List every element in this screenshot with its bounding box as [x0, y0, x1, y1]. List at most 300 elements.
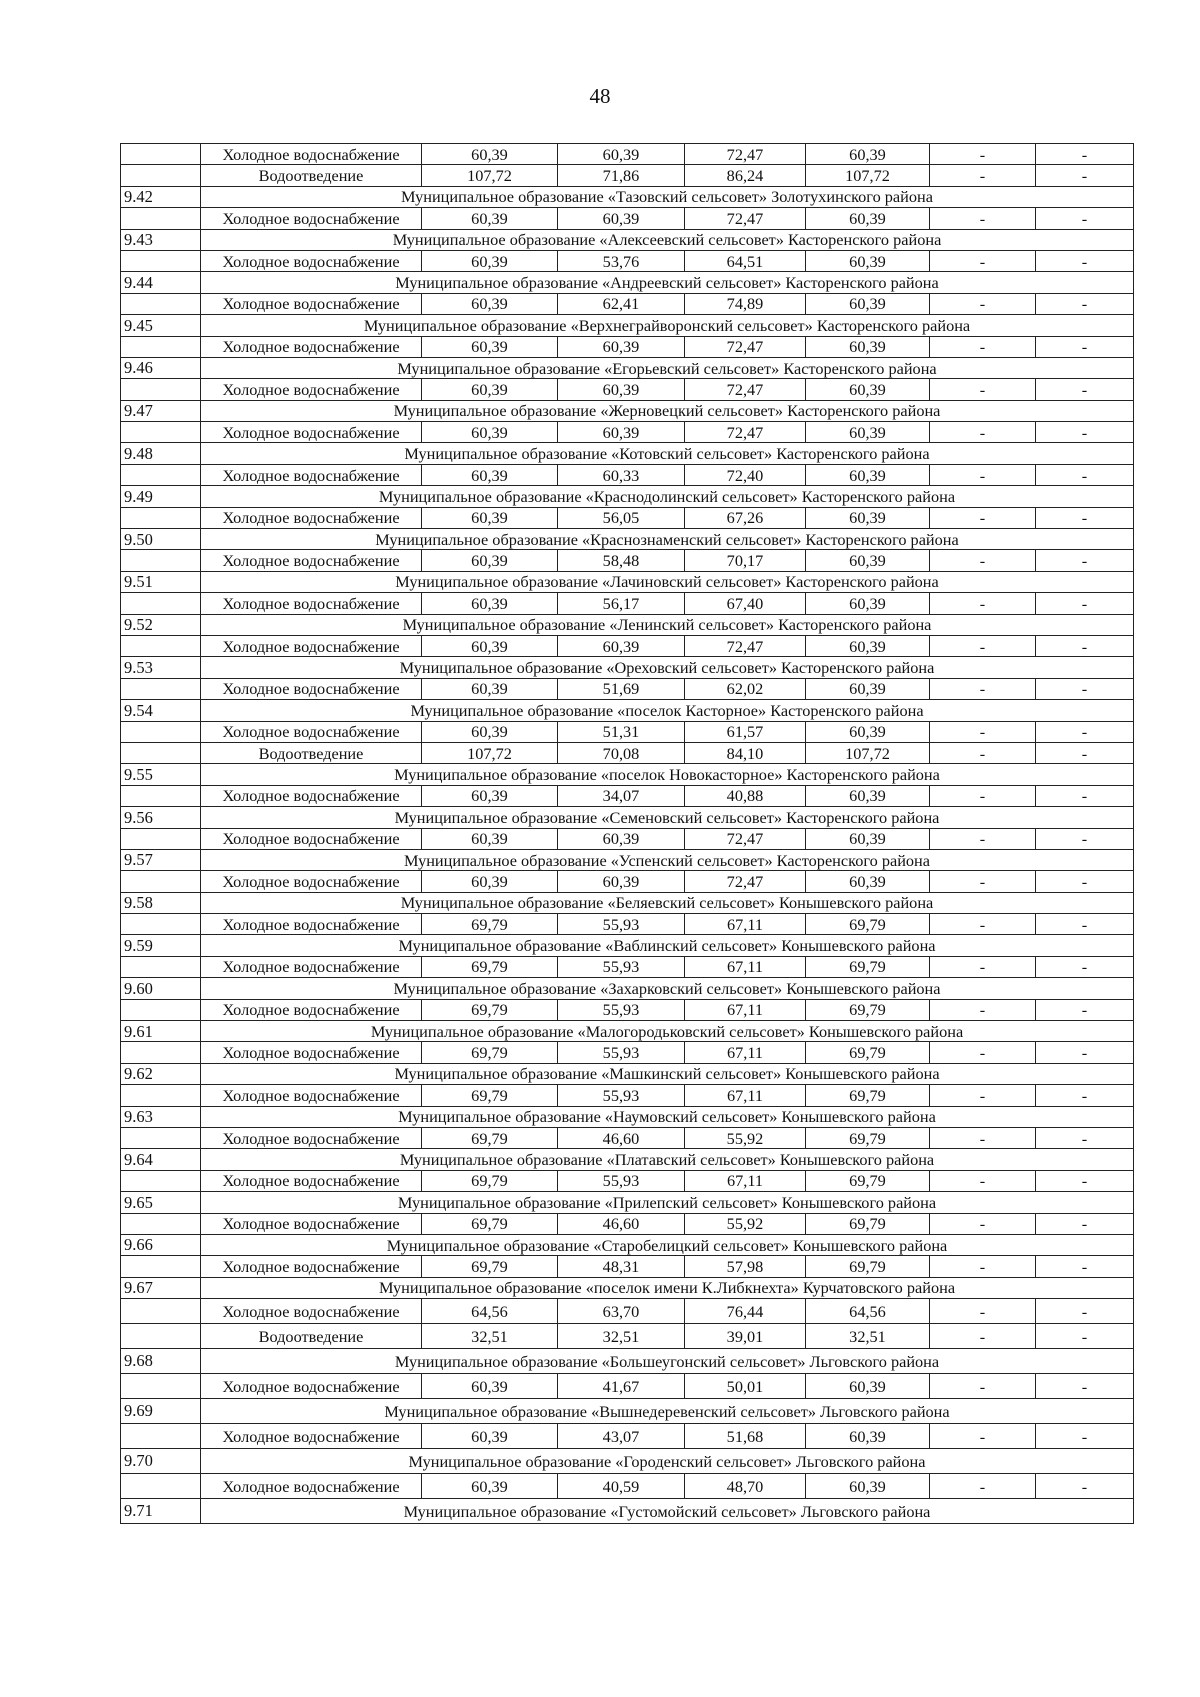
row-number: 9.42 — [121, 186, 201, 207]
tariff-value: - — [930, 593, 1036, 614]
tariff-value: 107,72 — [806, 165, 930, 186]
tariff-value: 43,07 — [558, 1424, 685, 1449]
service-name: Холодное водоснабжение — [201, 422, 422, 443]
municipality-row — [121, 1192, 1134, 1213]
municipality-title: Муниципальное образование «Успенский сельсовет» Касторенского района — [201, 849, 1134, 870]
tariff-value: - — [1036, 635, 1134, 656]
service-name: Холодное водоснабжение — [201, 464, 422, 485]
service-name: Холодное водоснабжение — [201, 871, 422, 892]
municipality-row — [121, 807, 1134, 828]
tariff-value: - — [1036, 144, 1134, 165]
row-number: 9.48 — [121, 443, 201, 464]
municipality-row — [121, 1234, 1134, 1255]
tariff-value: 60,39 — [806, 828, 930, 849]
tariff-value: 69,79 — [422, 956, 558, 977]
service-row — [121, 678, 1134, 699]
service-name: Холодное водоснабжение — [201, 999, 422, 1020]
row-number: 9.53 — [121, 657, 201, 678]
tariff-value: - — [1036, 1085, 1134, 1106]
row-number — [121, 1170, 201, 1191]
tariff-value: 107,72 — [422, 742, 558, 763]
tariff-value: 60,39 — [422, 250, 558, 271]
tariff-value: 64,56 — [422, 1299, 558, 1324]
municipality-row — [121, 935, 1134, 956]
municipality-title: Муниципальное образование «Жерновецкий сельсовет» Касторенского района — [201, 400, 1134, 421]
tariff-value: - — [1036, 1374, 1134, 1399]
tariff-value: - — [930, 956, 1036, 977]
tariff-value: 60,39 — [806, 464, 930, 485]
tariff-value: - — [1036, 507, 1134, 528]
row-number — [121, 1299, 201, 1324]
service-row — [121, 144, 1134, 165]
tariff-value: 40,88 — [685, 785, 806, 806]
row-number: 9.60 — [121, 978, 201, 999]
municipality-row — [121, 1349, 1134, 1374]
service-name: Водоотведение — [201, 165, 422, 186]
row-number: 9.46 — [121, 357, 201, 378]
row-number — [121, 871, 201, 892]
municipality-row — [121, 400, 1134, 421]
municipality-title: Муниципальное образование «Ленинский сельсовет» Касторенского района — [201, 614, 1134, 635]
tariff-value: - — [1036, 1299, 1134, 1324]
tariff-value: 60,39 — [558, 208, 685, 229]
tariff-value: 60,39 — [422, 208, 558, 229]
tariff-value: 60,39 — [558, 828, 685, 849]
row-number: 9.70 — [121, 1449, 201, 1474]
tariff-value: 60,39 — [422, 721, 558, 742]
municipality-title: Муниципальное образование «Семеновский сельсовет» Касторенского района — [201, 807, 1134, 828]
service-name: Холодное водоснабжение — [201, 1170, 422, 1191]
municipality-title: Муниципальное образование «Прилепский сельсовет» Конышевского района — [201, 1192, 1134, 1213]
service-row — [121, 956, 1134, 977]
municipality-title: Муниципальное образование «Большеугонский сельсовет» Льговского района — [201, 1349, 1134, 1374]
row-number: 9.52 — [121, 614, 201, 635]
service-name: Холодное водоснабжение — [201, 1474, 422, 1499]
tariff-value: 86,24 — [685, 165, 806, 186]
tariff-value: 60,39 — [422, 464, 558, 485]
tariff-value: 69,79 — [422, 1085, 558, 1106]
tariff-value: 69,79 — [806, 1127, 930, 1148]
tariff-value: 39,01 — [685, 1324, 806, 1349]
row-number: 9.64 — [121, 1149, 201, 1170]
municipality-title: Муниципальное образование «Захарковский сельсовет» Конышевского района — [201, 978, 1134, 999]
municipality-row — [121, 1149, 1134, 1170]
service-row — [121, 871, 1134, 892]
municipality-title: Муниципальное образование «Платавский сельсовет» Конышевского района — [201, 1149, 1134, 1170]
tariff-value: 74,89 — [685, 293, 806, 314]
tariff-value: 50,01 — [685, 1374, 806, 1399]
municipality-title: Муниципальное образование «Краснодолинский сельсовет» Касторенского района — [201, 486, 1134, 507]
tariff-value: - — [1036, 678, 1134, 699]
service-row — [121, 785, 1134, 806]
tariff-value: - — [1036, 464, 1134, 485]
municipality-title: Муниципальное образование «Беляевский сельсовет» Конышевского района — [201, 892, 1134, 913]
tariff-value: 107,72 — [422, 165, 558, 186]
tariff-value: 56,05 — [558, 507, 685, 528]
row-number — [121, 1085, 201, 1106]
tariff-value: - — [1036, 1213, 1134, 1234]
tariff-value: - — [930, 208, 1036, 229]
tariff-value: 76,44 — [685, 1299, 806, 1324]
tariff-value: 60,39 — [806, 785, 930, 806]
tariff-value: 60,39 — [558, 871, 685, 892]
tariff-value: 67,40 — [685, 593, 806, 614]
row-number: 9.68 — [121, 1349, 201, 1374]
tariff-value: 60,39 — [806, 871, 930, 892]
tariff-value: 60,39 — [806, 678, 930, 699]
tariff-value: 69,79 — [806, 1213, 930, 1234]
service-name: Холодное водоснабжение — [201, 1042, 422, 1063]
tariff-value: 72,47 — [685, 422, 806, 443]
service-row — [121, 914, 1134, 935]
service-row — [121, 293, 1134, 314]
tariff-value: - — [930, 1256, 1036, 1277]
service-row — [121, 1213, 1134, 1234]
tariff-value: - — [1036, 250, 1134, 271]
tariff-table — [120, 143, 1134, 1524]
municipality-row — [121, 892, 1134, 913]
tariff-value: 48,70 — [685, 1474, 806, 1499]
tariff-value: 60,39 — [806, 635, 930, 656]
tariff-value: - — [930, 144, 1036, 165]
service-row — [121, 1474, 1134, 1499]
tariff-value: 60,39 — [806, 507, 930, 528]
service-row — [121, 250, 1134, 271]
tariff-value: 72,47 — [685, 336, 806, 357]
tariff-value: 63,70 — [558, 1299, 685, 1324]
service-name: Холодное водоснабжение — [201, 956, 422, 977]
service-name: Холодное водоснабжение — [201, 1374, 422, 1399]
tariff-value: 72,47 — [685, 828, 806, 849]
tariff-value: 32,51 — [558, 1324, 685, 1349]
municipality-title: Муниципальное образование «Ореховский сельсовет» Касторенского района — [201, 657, 1134, 678]
tariff-value: 60,39 — [422, 379, 558, 400]
tariff-value: 72,47 — [685, 871, 806, 892]
municipality-title: Муниципальное образование «Городенский сельсовет» Льговского района — [201, 1449, 1134, 1474]
tariff-value: 84,10 — [685, 742, 806, 763]
municipality-row — [121, 529, 1134, 550]
municipality-title: Муниципальное образование «Андреевский сельсовет» Касторенского района — [201, 272, 1134, 293]
row-number — [121, 1256, 201, 1277]
row-number — [121, 742, 201, 763]
tariff-value: - — [930, 1424, 1036, 1449]
row-number — [121, 914, 201, 935]
tariff-value: 60,39 — [422, 144, 558, 165]
municipality-row — [121, 443, 1134, 464]
municipality-row — [121, 1399, 1134, 1424]
municipality-title: Муниципальное образование «Краснознаменский сельсовет» Касторенского района — [201, 529, 1134, 550]
tariff-value: 69,79 — [806, 956, 930, 977]
tariff-value: 60,39 — [806, 336, 930, 357]
row-number: 9.65 — [121, 1192, 201, 1213]
tariff-value: 69,79 — [806, 1256, 930, 1277]
tariff-value: 46,60 — [558, 1127, 685, 1148]
tariff-value: - — [1036, 593, 1134, 614]
service-name: Холодное водоснабжение — [201, 1256, 422, 1277]
service-name: Холодное водоснабжение — [201, 208, 422, 229]
row-number: 9.56 — [121, 807, 201, 828]
tariff-value: - — [1036, 1170, 1134, 1191]
row-number: 9.49 — [121, 486, 201, 507]
tariff-value: - — [930, 1085, 1036, 1106]
municipality-row — [121, 1277, 1134, 1298]
tariff-value: 32,51 — [806, 1324, 930, 1349]
service-name: Холодное водоснабжение — [201, 721, 422, 742]
tariff-value: - — [930, 785, 1036, 806]
tariff-value: - — [1036, 956, 1134, 977]
tariff-value: 64,51 — [685, 250, 806, 271]
row-number — [121, 1324, 201, 1349]
tariff-value: - — [1036, 1042, 1134, 1063]
tariff-value: 71,86 — [558, 165, 685, 186]
service-name: Холодное водоснабжение — [201, 507, 422, 528]
municipality-title: Муниципальное образование «поселок имени К.Либкнехта» Курчатовского района — [201, 1277, 1134, 1298]
tariff-value: 55,93 — [558, 956, 685, 977]
tariff-value: 67,11 — [685, 1042, 806, 1063]
municipality-title: Муниципальное образование «поселок Касторное» Касторенского района — [201, 700, 1134, 721]
row-number — [121, 422, 201, 443]
tariff-value: - — [1036, 165, 1134, 186]
tariff-value: 55,93 — [558, 1085, 685, 1106]
row-number — [121, 1127, 201, 1148]
service-name: Холодное водоснабжение — [201, 914, 422, 935]
row-number: 9.50 — [121, 529, 201, 550]
service-row — [121, 1170, 1134, 1191]
tariff-value: 51,31 — [558, 721, 685, 742]
service-name: Холодное водоснабжение — [201, 1424, 422, 1449]
row-number: 9.44 — [121, 272, 201, 293]
tariff-value: - — [1036, 1127, 1134, 1148]
tariff-value: 69,79 — [806, 1085, 930, 1106]
tariff-value: 41,67 — [558, 1374, 685, 1399]
service-row — [121, 593, 1134, 614]
tariff-value: 72,47 — [685, 208, 806, 229]
tariff-value: - — [1036, 871, 1134, 892]
municipality-row — [121, 1021, 1134, 1042]
tariff-value: 60,39 — [806, 1424, 930, 1449]
row-number: 9.61 — [121, 1021, 201, 1042]
tariff-value: - — [1036, 999, 1134, 1020]
tariff-value: 48,31 — [558, 1256, 685, 1277]
service-row — [121, 464, 1134, 485]
row-number — [121, 721, 201, 742]
service-name: Холодное водоснабжение — [201, 379, 422, 400]
row-number — [121, 208, 201, 229]
tariff-value: 69,79 — [806, 914, 930, 935]
service-row — [121, 828, 1134, 849]
municipality-title: Муниципальное образование «Густомойский сельсовет» Льговского района — [201, 1499, 1134, 1524]
tariff-value: - — [930, 464, 1036, 485]
municipality-row — [121, 315, 1134, 336]
service-name: Холодное водоснабжение — [201, 678, 422, 699]
service-row — [121, 336, 1134, 357]
tariff-value: - — [930, 422, 1036, 443]
row-number: 9.55 — [121, 764, 201, 785]
tariff-value: - — [1036, 742, 1134, 763]
tariff-value: 67,11 — [685, 956, 806, 977]
tariff-value: 67,11 — [685, 914, 806, 935]
tariff-value: 72,47 — [685, 635, 806, 656]
row-number — [121, 165, 201, 186]
tariff-value: 51,68 — [685, 1424, 806, 1449]
service-row — [121, 1424, 1134, 1449]
tariff-value: - — [930, 1374, 1036, 1399]
tariff-value: - — [930, 1324, 1036, 1349]
row-number — [121, 1474, 201, 1499]
tariff-value: 60,39 — [806, 144, 930, 165]
tariff-value: 55,92 — [685, 1213, 806, 1234]
tariff-value: 69,79 — [422, 914, 558, 935]
tariff-value: 51,69 — [558, 678, 685, 699]
tariff-value: 67,11 — [685, 1170, 806, 1191]
row-number: 9.43 — [121, 229, 201, 250]
row-number — [121, 293, 201, 314]
tariff-value: - — [1036, 336, 1134, 357]
tariff-value: - — [930, 635, 1036, 656]
service-row — [121, 422, 1134, 443]
tariff-value: 60,39 — [806, 379, 930, 400]
tariff-value: - — [930, 1170, 1036, 1191]
tariff-value: - — [930, 1127, 1036, 1148]
municipality-title: Муниципальное образование «Наумовский сельсовет» Конышевского района — [201, 1106, 1134, 1127]
tariff-value: 72,40 — [685, 464, 806, 485]
tariff-value: 55,92 — [685, 1127, 806, 1148]
service-name: Холодное водоснабжение — [201, 336, 422, 357]
service-name: Холодное водоснабжение — [201, 828, 422, 849]
tariff-value: 69,79 — [422, 999, 558, 1020]
municipality-row — [121, 978, 1134, 999]
service-name: Холодное водоснабжение — [201, 550, 422, 571]
row-number — [121, 593, 201, 614]
municipality-row — [121, 229, 1134, 250]
service-name: Холодное водоснабжение — [201, 1085, 422, 1106]
municipality-row — [121, 1106, 1134, 1127]
row-number — [121, 1374, 201, 1399]
row-number: 9.66 — [121, 1234, 201, 1255]
tariff-value: - — [1036, 1424, 1134, 1449]
municipality-row — [121, 700, 1134, 721]
tariff-value: 55,93 — [558, 999, 685, 1020]
tariff-value: 62,02 — [685, 678, 806, 699]
service-row — [121, 742, 1134, 763]
tariff-value: - — [1036, 1324, 1134, 1349]
row-number — [121, 1042, 201, 1063]
tariff-value: 69,79 — [422, 1256, 558, 1277]
row-number: 9.57 — [121, 849, 201, 870]
service-row — [121, 1324, 1134, 1349]
tariff-value: 60,39 — [806, 293, 930, 314]
tariff-value: - — [930, 1042, 1036, 1063]
service-row — [121, 379, 1134, 400]
municipality-title: Муниципальное образование «Старобелицкий сельсовет» Конышевского района — [201, 1234, 1134, 1255]
tariff-value: - — [930, 721, 1036, 742]
row-number: 9.67 — [121, 1277, 201, 1298]
service-row — [121, 1299, 1134, 1324]
row-number: 9.63 — [121, 1106, 201, 1127]
row-number — [121, 507, 201, 528]
tariff-value: 69,79 — [422, 1170, 558, 1191]
municipality-title: Муниципальное образование «Тазовский сельсовет» Золотухинского района — [201, 186, 1134, 207]
municipality-row — [121, 614, 1134, 635]
row-number — [121, 379, 201, 400]
tariff-value: - — [930, 1474, 1036, 1499]
row-number — [121, 956, 201, 977]
tariff-value: 69,79 — [806, 1170, 930, 1191]
row-number — [121, 464, 201, 485]
tariff-value: 60,39 — [422, 593, 558, 614]
tariff-value: - — [930, 507, 1036, 528]
municipality-title: Муниципальное образование «Котовский сельсовет» Касторенского района — [201, 443, 1134, 464]
row-number — [121, 144, 201, 165]
tariff-value: - — [930, 678, 1036, 699]
service-row — [121, 550, 1134, 571]
row-number: 9.71 — [121, 1499, 201, 1524]
tariff-value: - — [930, 550, 1036, 571]
tariff-value: - — [930, 914, 1036, 935]
row-number: 9.47 — [121, 400, 201, 421]
municipality-title: Муниципальное образование «Верхнеграйворонский сельсовет» Касторенского района — [201, 315, 1134, 336]
row-number: 9.69 — [121, 1399, 201, 1424]
tariff-value: 60,39 — [806, 593, 930, 614]
service-row — [121, 999, 1134, 1020]
tariff-value: - — [930, 293, 1036, 314]
row-number: 9.51 — [121, 571, 201, 592]
tariff-value: - — [1036, 785, 1134, 806]
tariff-value: - — [930, 379, 1036, 400]
row-number — [121, 999, 201, 1020]
service-name: Водоотведение — [201, 1324, 422, 1349]
tariff-value: 60,39 — [806, 1474, 930, 1499]
tariff-value: 69,79 — [422, 1042, 558, 1063]
tariff-value: 32,51 — [422, 1324, 558, 1349]
tariff-value: - — [930, 871, 1036, 892]
municipality-row — [121, 1449, 1134, 1474]
tariff-value: - — [930, 336, 1036, 357]
service-name: Холодное водоснабжение — [201, 1213, 422, 1234]
service-row — [121, 721, 1134, 742]
service-row — [121, 1085, 1134, 1106]
tariff-value: 60,39 — [558, 336, 685, 357]
tariff-value: 72,47 — [685, 144, 806, 165]
tariff-value: 60,39 — [806, 1374, 930, 1399]
tariff-value: 60,39 — [558, 635, 685, 656]
service-row — [121, 208, 1134, 229]
row-number — [121, 635, 201, 656]
tariff-value: - — [1036, 422, 1134, 443]
tariff-value: 46,60 — [558, 1213, 685, 1234]
tariff-value: 60,39 — [422, 507, 558, 528]
municipality-title: Муниципальное образование «Егорьевский сельсовет» Касторенского района — [201, 357, 1134, 378]
tariff-value: 70,08 — [558, 742, 685, 763]
municipality-title: Муниципальное образование «Алексеевский сельсовет» Касторенского района — [201, 229, 1134, 250]
service-name: Холодное водоснабжение — [201, 1127, 422, 1148]
tariff-value: 57,98 — [685, 1256, 806, 1277]
tariff-value: 60,39 — [422, 422, 558, 443]
municipality-row — [121, 272, 1134, 293]
tariff-value: 61,57 — [685, 721, 806, 742]
tariff-value: 60,39 — [806, 422, 930, 443]
service-row — [121, 165, 1134, 186]
row-number: 9.59 — [121, 935, 201, 956]
row-number — [121, 1424, 201, 1449]
table-body — [121, 144, 1134, 1524]
service-name: Холодное водоснабжение — [201, 593, 422, 614]
municipality-title: Муниципальное образование «Вышнедеревенский сельсовет» Льговского района — [201, 1399, 1134, 1424]
tariff-value: 60,33 — [558, 464, 685, 485]
tariff-value: - — [1036, 828, 1134, 849]
tariff-value: 40,59 — [558, 1474, 685, 1499]
row-number: 9.45 — [121, 315, 201, 336]
